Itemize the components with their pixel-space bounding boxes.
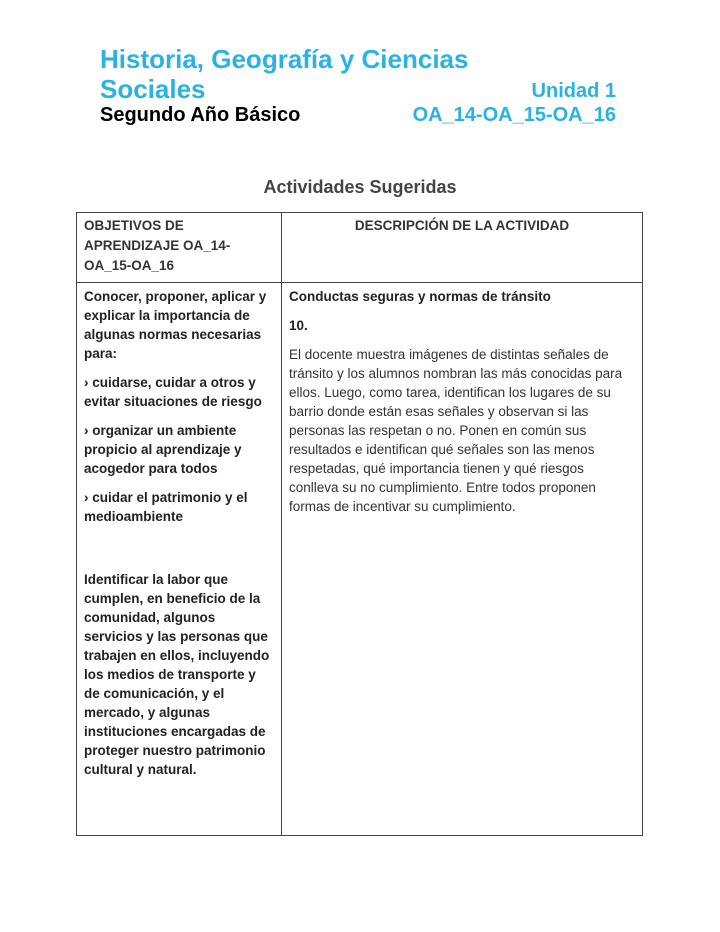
grade-label: Segundo Año Básico	[100, 104, 301, 126]
grade-row	[100, 104, 616, 127]
objective-item: › cuidar el patrimonio y el medioambiente	[84, 490, 248, 524]
objective-intro: Conocer, proponer, aplicar y explicar la importancia de algunas normas necesarias para:	[84, 289, 267, 361]
description-header: DESCRIPCIÓN DE LA ACTIVIDAD	[282, 213, 643, 283]
table-header-row	[77, 213, 643, 283]
table-row	[77, 283, 643, 836]
objectives-cell	[77, 283, 282, 836]
objective-codes: OA_14-OA_15-OA_16	[412, 104, 616, 126]
subject-title-continued: Sociales	[100, 74, 206, 104]
unit-label: Unidad 1	[531, 80, 616, 102]
objective-item: › organizar un ambiente propicio al aprendizaje y acogedor para todos	[84, 423, 242, 476]
objective-community: Identificar la labor que cumplen, en beneficio de la comunidad, algunos servicios y las personas que trabajen en ellos, incluyendo los medios de transporte y de comunicación, y el mercado, y algunas instituciones encargadas de proteger nuestro patrimonio cultural y natural.	[84, 572, 270, 777]
activity-number: 10.	[289, 318, 308, 333]
activity-text: El docente muestra imágenes de distintas señales de tránsito y los alumnos nombran las más conocidas para ellos. Luego, como tarea, identifican los lugares de su barrio donde están esas señales y observan si las personas las respetan o no. Ponen en común sus resultados e identifican qué señales son las menos respetadas, qué importancia tienen y qué riesgos conlleva su no cumplimiento. Entre todos proponen formas de incentivar su cumplimiento.	[289, 347, 623, 514]
objectives-header: OBJETIVOS DE APRENDIZAJE OA_14-OA_15-OA_16	[77, 213, 282, 283]
activity-title: Conductas seguras y normas de tránsito	[289, 289, 551, 304]
subject-title: Historia, Geografía y Ciencias	[100, 44, 469, 74]
subject-row	[100, 74, 616, 104]
description-cell	[282, 283, 643, 836]
document-header	[100, 44, 616, 127]
objective-item: › cuidarse, cuidar a otros y evitar situaciones de riesgo	[84, 375, 262, 409]
activities-table	[76, 212, 643, 836]
section-title: Actividades Sugeridas	[263, 177, 457, 197]
